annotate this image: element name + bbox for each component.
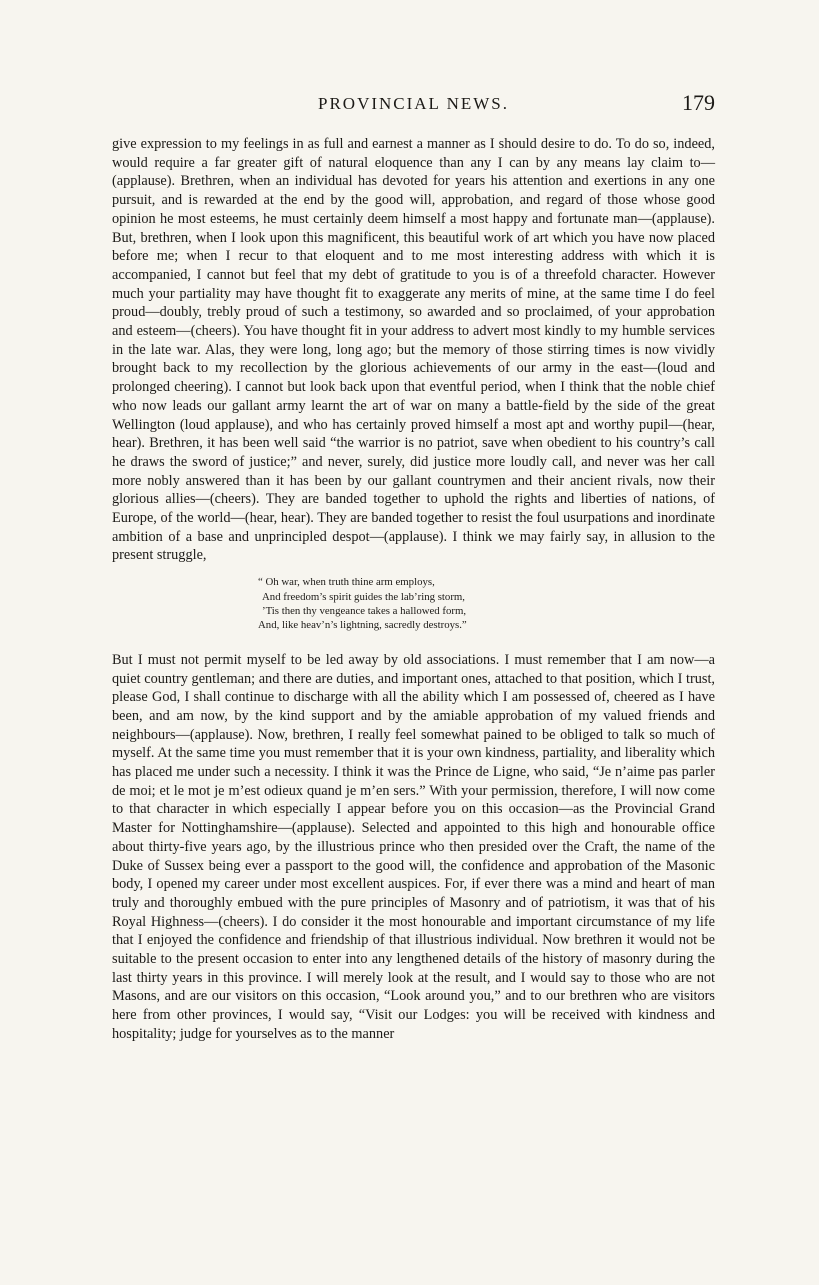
article-body <box>112 135 715 1044</box>
verse-line: ’Tis then thy vengeance takes a hallowed form, <box>262 604 467 617</box>
paragraph-1: give expression to my feelings in as full and earnest a manner as I should desire to do. To do so, indeed, would require a far greater gift of natural eloquence than any I can by any means lay claim to—(applause). Brethren, when an individual has devoted for years his attention and exertions in any one pursuit, and is rewarded at the end by the good will, approbation, and regard of those whose good opinion he most esteems, he must certainly deem himself a most happy and fortunate man—(applause). But, brethren, when I look upon this magnificent, this beautiful work of art which you have now placed before me; when I recur to that eloquent and to me most interesting address with which it is accompanied, I cannot but feel that my debt of gratitude to you is of a threefold character. However much your partiality may have thought fit to exaggerate any merits of mine, at the same time I do feel proud—doubly, trebly proud of such a testimony, so awarded and so proclaimed, of your approbation and esteem—(cheers). You have thought fit in your address to advert most kindly to my humble services in the late war. Alas, they were long, long ago; but the memory of those stirring times is now vividly brought back to my recollection by the glorious achievements of our army in the east—(loud and prolonged cheering). I cannot but look back upon that eventful period, when I think that the noble chief who now leads our gallant army learnt the art of war on many a battle-field by the side of the great Wellington (loud applause), and who has certainly proved himself a most apt and worthy pupil—(hear, hear). Brethren, it has been well said “the warrior is no patriot, save when obedient to his country’s call he draws the sword of justice;” and never, surely, did justice more loudly call, and never was her call more nobly answered than it has been by our gallant countrymen and their ancient rivals, now their glorious allies—(cheers). They are banded together to uphold the rights and liberties of nations, of Europe, of the world—(hear, hear). They are banded together to resist the foul usurpations and inordinate ambition of a base and unprincipled despot—(applause). I think we may fairly say, in allusion to the present struggle, <box>112 136 715 564</box>
verse-line: And freedom’s spirit guides the lab’ring storm, <box>262 590 466 603</box>
page-header <box>112 90 715 120</box>
running-title: PROVINCIAL NEWS. <box>318 94 509 113</box>
paragraph-2: But I must not permit myself to be led away by old associations. I must remember that I am now—a quiet country gentleman; and there are duties, and important ones, attached to that position, which I trust, please God, I shall continue to discharge with all the ability which I am possessed of, cheered as I have been, and am now, by the kind support and by the amiable approbation of my valued friends and neighbours—(applause). Now, brethren, I really feel somewhat pained to be obliged to talk so much of myself. At the same time you must remember that it is your own kindness, partiality, and liberality which has placed me under such a necessity. I think it was the Prince de Ligne, who said, “Je n’aime pas parler de moi; et le mot je m’est odieux quand je m’en sers.” With your permission, therefore, I will now come to that character in which especially I appear before you on this occasion—as the Provincial Grand Master for Nottinghamshire—(applause). Selected and appointed to this high and honourable office about thirty-five years ago, by the illustrious prince who then presided over the Craft, the name of the Duke of Sussex being ever a passport to the good will, the confidence and approbation of the Masonic body, I opened my career under most excellent auspices. For, if ever there was a mind and heart of man truly and thoroughly embued with the pure principles of Masonry and of patriotism, it was that of his Royal Highness—(cheers). I do consider it the most honourable and important circumstance of my life that I enjoyed the confidence and friendship of that illustrious individual. Now brethren it would not be suitable to the present occasion to enter into any lengthened details of the history of masonry during the last thirty years in this province. I will merely look at the result, and I would say to those who are not Masons, and are our visitors on this occasion, “Look around you,” and to our brethren who are visitors here from other provinces, I would say, “Visit our Lodges: you will be received with kindness and hospitality; judge for yourselves as to the manner <box>112 651 715 1042</box>
verse-line: And, like heav’n’s lightning, sacredly destroys.” <box>258 619 467 632</box>
page-number: 179 <box>682 90 715 115</box>
verse-line: “ Oh war, when truth thine arm employs, <box>258 576 435 589</box>
verse-quotation <box>112 575 715 633</box>
